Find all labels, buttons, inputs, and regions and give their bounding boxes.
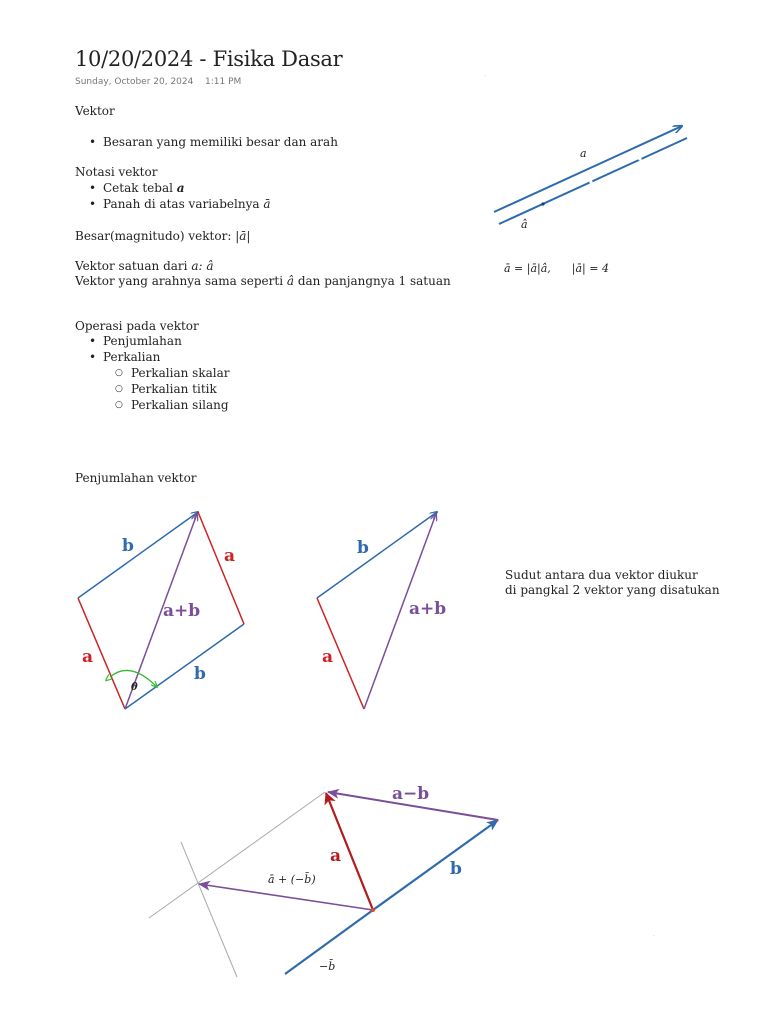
label-a-top: a	[224, 546, 236, 566]
vektor-definition: • Besaran yang memiliki besar dan arah	[75, 134, 338, 150]
vector-a-label: a	[580, 147, 587, 160]
label-a-minus-b: a−b	[392, 784, 430, 804]
penjumlahan-heading: Penjumlahan vektor	[75, 471, 197, 485]
notasi-item-arrow-text: Panah di atas variabelnya	[103, 197, 264, 211]
triangle-label-a: a	[322, 647, 334, 667]
sudut-line1: Sudut antara dua vektor diukur	[505, 568, 698, 582]
label-sum: a+b	[163, 601, 201, 621]
unit-vector-symbol: a: â	[191, 259, 214, 273]
operasi-item-perkalian: • Perkalian	[75, 349, 182, 365]
label-neg-b: −b̄	[319, 960, 336, 973]
label-a-left: a	[82, 647, 94, 667]
magnitude-symbol: |ā|	[235, 229, 251, 243]
vector-b	[373, 820, 498, 910]
label-a-plus-neg-b: ā + (−b̄)	[268, 873, 316, 886]
dot-mark: .	[653, 931, 655, 938]
unit-vector-line2-symbol: â	[286, 274, 295, 288]
notasi-item-bold-symbol: a	[176, 181, 185, 195]
unit-vector-equation: ā = |ā|â, |ā| = 4	[504, 262, 609, 275]
construction-line-steep	[181, 842, 237, 977]
label-b-bottom: b	[194, 664, 206, 684]
label-theta: θ	[131, 682, 138, 693]
perkalian-item-silang: ○ Perkalian silang	[75, 397, 229, 413]
label-b: b	[450, 859, 462, 879]
unit-vector-line2-text-b: dan panjangnya 1 satuan	[294, 274, 451, 288]
label-a: a	[330, 846, 342, 866]
perkalian-item-skalar: ○ Perkalian skalar	[75, 365, 229, 381]
magnitude-text: Besar(magnitudo) vektor:	[75, 229, 236, 243]
perkalian-item-titik: ○ Perkalian titik	[75, 381, 229, 397]
label-b-top: b	[122, 536, 134, 556]
dot-mark: .	[484, 71, 486, 78]
unit-vector-label: â	[521, 218, 528, 231]
operasi-heading: Operasi pada vektor	[75, 319, 199, 333]
vector-a-plus-neg-b	[199, 884, 373, 910]
sudut-line2: di pangkal 2 vektor yang disatukan	[505, 583, 720, 597]
unit-vector-line2-text-a: Vektor yang arahnya sama seperti	[75, 274, 287, 288]
vektor-heading: Vektor	[75, 104, 115, 118]
triangle-label-sum: a+b	[409, 599, 447, 619]
origin-dot	[371, 908, 375, 912]
page-date: Sunday, October 20, 2024	[75, 77, 194, 87]
page-title: 10/20/2024 - Fisika Dasar	[75, 47, 343, 71]
triangle-label-b: b	[357, 538, 369, 558]
page-time: 1:11 PM	[205, 77, 242, 87]
unit-vector-text: Vektor satuan dari	[75, 259, 192, 273]
notasi-item-bold-text: Cetak tebal	[103, 181, 177, 195]
notasi-item-arrow-symbol: ā	[263, 197, 271, 211]
operasi-item-penjumlahan: • Penjumlahan	[75, 333, 182, 349]
notasi-heading: Notasi vektor	[75, 165, 158, 179]
